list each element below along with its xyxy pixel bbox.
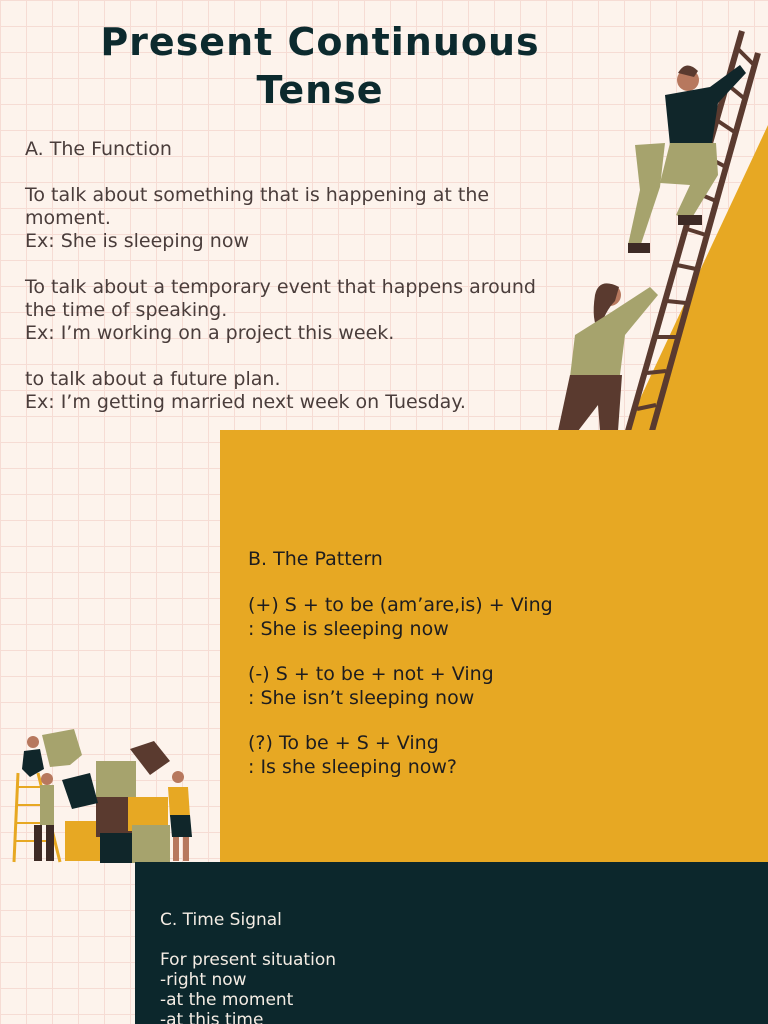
title-line-2: Tense [256, 68, 384, 112]
section-function [25, 138, 585, 437]
time-signal-item: -at this time [160, 1010, 264, 1024]
function-item [25, 184, 585, 253]
function-item-text-1: To talk about a temporary event that happens around [25, 276, 536, 298]
people-climbing-ladder-icon [540, 25, 768, 431]
pattern-item [248, 593, 748, 641]
section-pattern [248, 547, 748, 800]
pattern-item [248, 731, 748, 779]
pattern-formula: (+) S + to be (am’are,is) + Ving [248, 594, 553, 616]
function-item [25, 276, 585, 345]
pattern-example: : She isn’t sleeping now [248, 687, 475, 709]
time-signal-item: -right now [160, 970, 247, 990]
section-a-heading: A. The Function [25, 138, 172, 160]
pattern-item [248, 662, 748, 710]
function-item-text-2: the time of speaking. [25, 299, 228, 321]
function-item-text-1: to talk about a future plan. [25, 368, 281, 390]
team-puzzle-icon [10, 725, 210, 865]
pattern-formula: (-) S + to be + not + Ving [248, 663, 494, 685]
section-c-heading: C. Time Signal [160, 910, 282, 930]
time-signal-item: -at the moment [160, 990, 294, 1010]
title-line-1: Present Continuous [100, 20, 540, 64]
function-item [25, 368, 585, 414]
function-item-example: Ex: I’m working on a project this week. [25, 322, 395, 344]
section-b-heading: B. The Pattern [248, 548, 383, 570]
function-item-example: Ex: She is sleeping now [25, 230, 249, 252]
time-signal-subheading: For present situation [160, 950, 336, 970]
function-item-text-1: To talk about something that is happening at the [25, 184, 490, 206]
pattern-formula: (?) To be + S + Ving [248, 732, 439, 754]
function-item-example: Ex: I’m getting married next week on Tuesday. [25, 391, 466, 413]
pattern-example: : Is she sleeping now? [248, 756, 457, 778]
function-item-text-2: moment. [25, 207, 111, 229]
section-time-signal [160, 910, 720, 1024]
pattern-example: : She is sleeping now [248, 618, 449, 640]
